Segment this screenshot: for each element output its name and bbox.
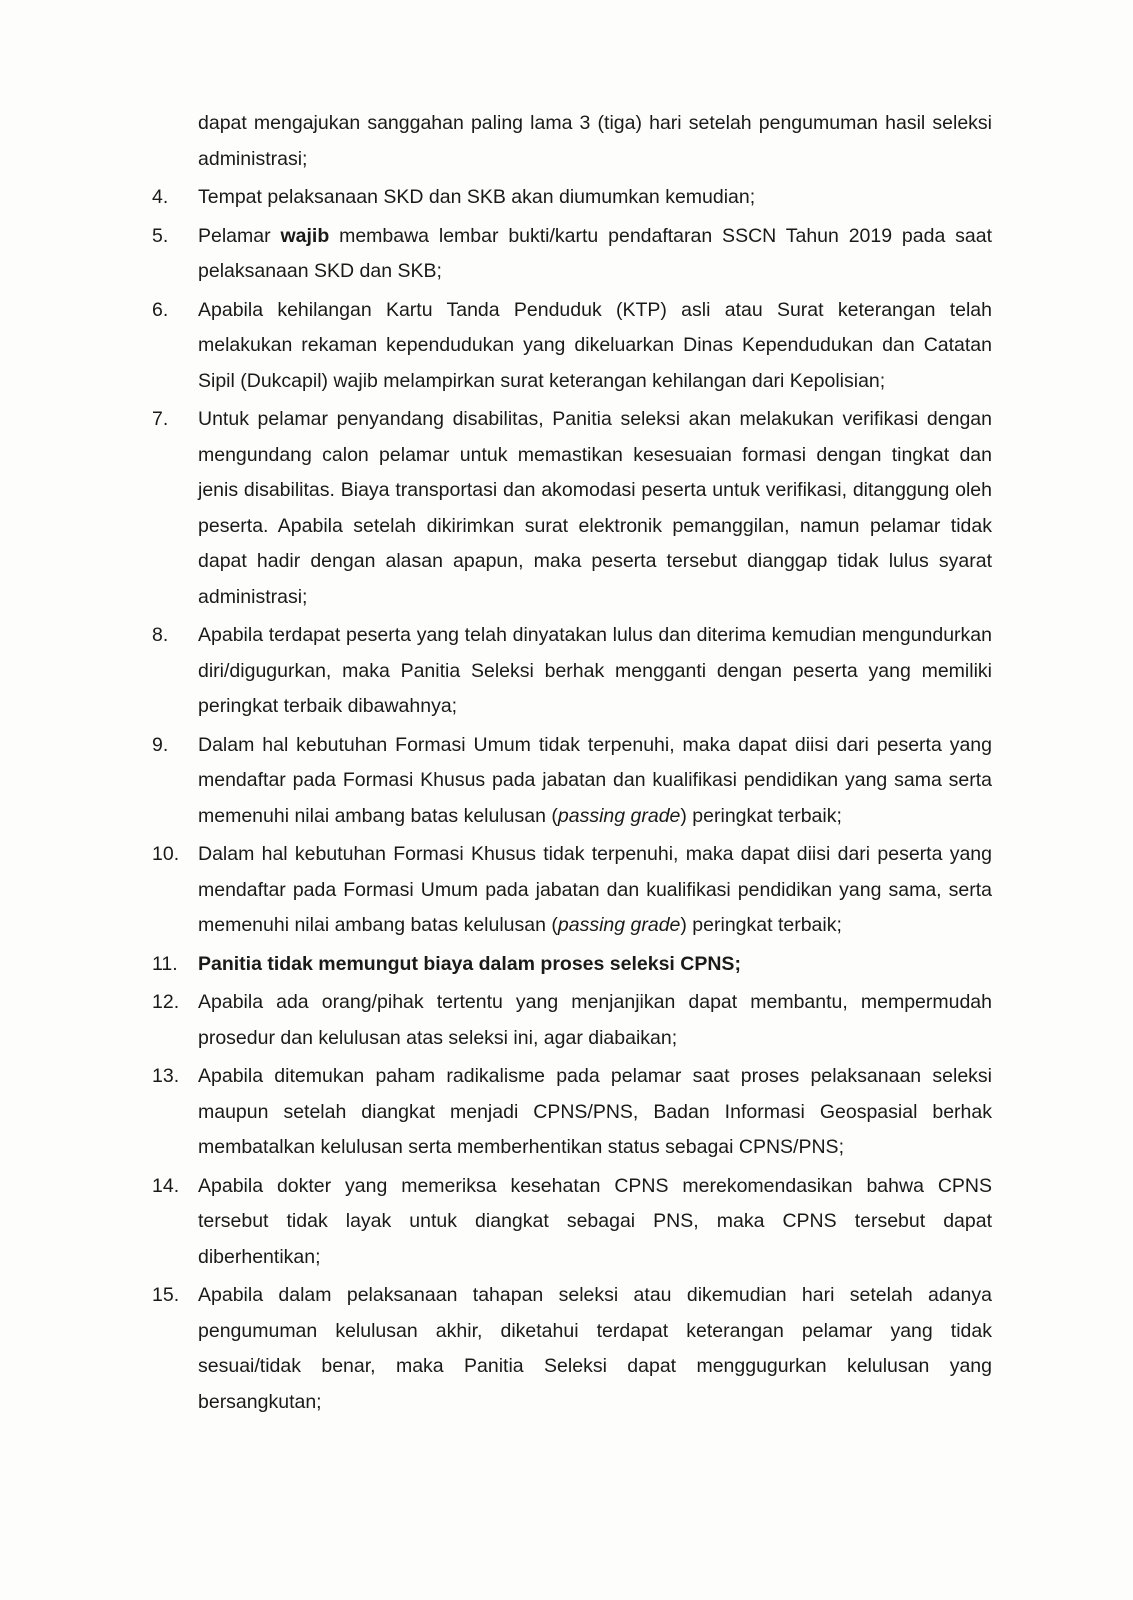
list-item-number: 6. — [152, 298, 169, 321]
list-item-text — [198, 402, 992, 615]
list-item — [152, 180, 992, 216]
text-segment: Apabila dokter yang memeriksa kesehatan CPNS merekomendasikan bahwa CPNS tersebut tidak layak untuk diangkat sebagai PNS, maka CPNS tersebut dapat diberhentikan; — [198, 1174, 992, 1268]
text-segment: Dalam hal kebutuhan Formasi Khusus tidak terpenuhi, maka dapat diisi dari peserta yang mendaftar pada Formasi Umum pada jabatan dan kualifikasi pendidikan yang sama, serta memenuhi nilai ambang batas kelulusan ( — [198, 843, 992, 936]
list-item — [152, 219, 992, 290]
list-item-number: 15. — [152, 1284, 180, 1306]
numbered-list — [152, 106, 992, 1420]
text-segment: Pelamar — [198, 224, 281, 247]
list-item-number: 4. — [152, 186, 169, 208]
list-item-text — [198, 1278, 992, 1420]
list-item — [152, 293, 992, 400]
text-segment: Apabila dalam pelaksanaan tahapan seleksi atau dikemudian hari setelah adanya pengumuman kelulusan akhir, diketahui terdapat keterangan pelamar yang tidak sesuai/tidak benar, maka Panitia Seleksi dapat menggugurkan kelulusan yang bersangkutan; — [198, 1284, 992, 1413]
list-item-number: 8. — [152, 624, 169, 646]
text-segment: Apabila terdapat peserta yang telah dinyatakan lulus dan diterima kemudian mengundurkan diri/digugurkan, maka Panitia Seleksi berhak mengganti dengan peserta yang memiliki peringkat terbaik dibawahnya; — [198, 624, 992, 717]
list-item-text — [198, 728, 992, 835]
list-item-text — [198, 985, 992, 1056]
list-item — [152, 618, 992, 725]
text-segment: ) peringkat terbaik; — [680, 804, 842, 827]
text-segment: membawa lembar bukti/kartu pendaftaran SSCN Tahun 2019 pada saat pelaksanaan SKD dan SKB; — [198, 224, 993, 282]
list-item — [152, 1059, 992, 1166]
emphasis-italic-text: passing grade — [557, 914, 681, 936]
emphasis-bold-text: wajib — [280, 224, 330, 247]
list-item — [152, 985, 992, 1056]
list-item-text — [198, 180, 992, 216]
list-item — [152, 728, 992, 835]
text-segment: Untuk pelamar penyandang disabilitas, Panitia seleksi akan melakukan verifikasi dengan mengundang calon pelamar untuk memastikan kesesuaian formasi dengan tingkat dan jenis disabilitas. Biaya transportasi dan akomodasi peserta untuk verifikasi, ditanggung oleh peserta. Apabila setelah dikirimkan surat elektronik pemanggilan, namun pelamar tidak dapat hadir dengan alasan apapun, maka peserta tersebut dianggap tidak lulus syarat administrasi; — [198, 408, 992, 608]
list-item-number: 5. — [152, 224, 169, 247]
emphasis-italic-text: passing grade — [557, 804, 681, 827]
list-item-number: 10. — [152, 843, 180, 865]
list-item-text — [198, 106, 992, 177]
list-item-text — [198, 219, 992, 290]
list-item-number: 13. — [152, 1065, 180, 1087]
text-segment: Apabila kehilangan Kartu Tanda Penduduk (KTP) asli atau Surat keterangan telah melakukan rekaman kependudukan yang dikeluarkan Dinas Kependudukan dan Catatan Sipil (Dukcapil) wajib melampirkan surat keterangan kehilangan dari Kepolisian; — [198, 298, 992, 392]
list-item-continuation — [152, 106, 992, 177]
list-item-text — [198, 947, 992, 983]
text-segment: Tempat pelaksanaan SKD dan SKB akan diumumkan kemudian; — [198, 186, 756, 208]
list-item — [152, 837, 992, 944]
emphasis-bold-text: Panitia tidak memungut biaya dalam proses seleksi CPNS; — [198, 952, 741, 975]
list-item — [152, 947, 992, 983]
list-item-text — [198, 293, 992, 400]
text-segment: dapat mengajukan sanggahan paling lama 3 (tiga) hari setelah pengumuman hasil seleksi administrasi; — [198, 112, 992, 170]
list-item — [152, 402, 992, 615]
text-segment: Apabila ada orang/pihak tertentu yang menjanjikan dapat membantu, mempermudah prosedur dan kelulusan atas seleksi ini, agar diabaikan; — [198, 991, 992, 1049]
list-item-text — [198, 837, 992, 944]
list-item — [152, 1278, 992, 1420]
list-item-number: 7. — [152, 408, 169, 430]
text-segment: Dalam hal kebutuhan Formasi Umum tidak terpenuhi, maka dapat diisi dari peserta yang mendaftar pada Formasi Khusus pada jabatan dan kualifikasi pendidikan yang sama serta memenuhi nilai ambang batas kelulusan ( — [198, 733, 992, 827]
list-item-number: 11. — [152, 952, 178, 975]
list-item-text — [198, 618, 992, 725]
list-item-text — [198, 1169, 992, 1276]
text-segment: Apabila ditemukan paham radikalisme pada pelamar saat proses pelaksanaan seleksi maupun setelah diangkat menjadi CPNS/PNS, Badan Informasi Geospasial berhak membatalkan kelulusan serta memberhentikan status sebagai CPNS/PNS; — [198, 1065, 992, 1158]
list-item — [152, 1169, 992, 1276]
list-item-text — [198, 1059, 992, 1166]
list-item-number: 9. — [152, 733, 169, 756]
list-item-number: 12. — [152, 991, 180, 1013]
text-segment: ) peringkat terbaik; — [680, 914, 842, 936]
list-item-number: 14. — [152, 1174, 180, 1197]
